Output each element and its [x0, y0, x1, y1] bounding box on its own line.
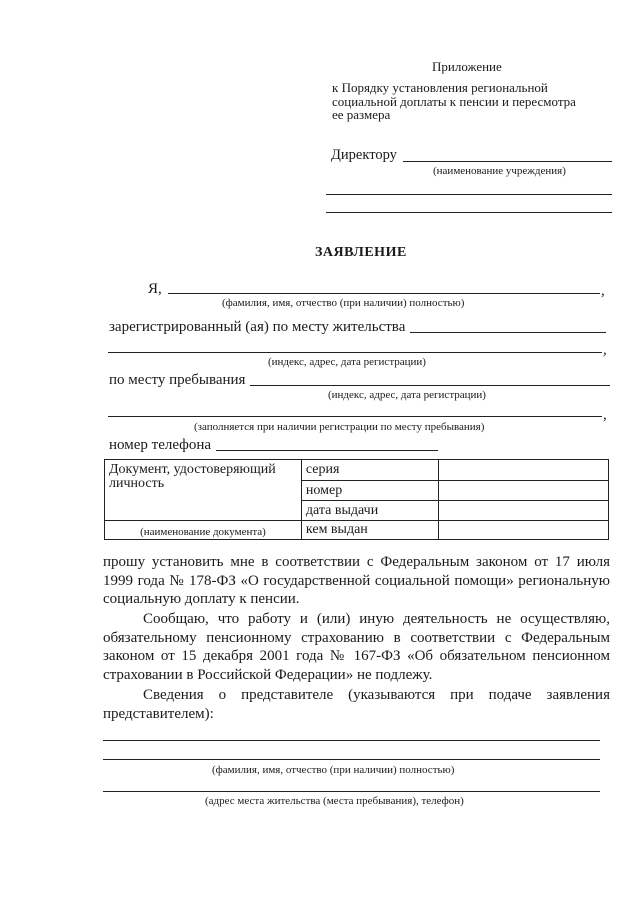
stay-label: по месту пребывания: [109, 372, 246, 388]
stay-address-field[interactable]: [250, 385, 610, 386]
document-label: Документ, удостоверяющий личность: [109, 462, 276, 491]
number-field[interactable]: [438, 481, 608, 501]
registration-address-field[interactable]: [410, 332, 606, 333]
institution-line-2[interactable]: [326, 212, 612, 213]
registered-label: зарегистрированный (ая) по месту жительства: [109, 319, 406, 335]
issued-by-field[interactable]: [438, 521, 608, 540]
reference-line-3: ее размера: [332, 107, 391, 122]
representative-fio-field[interactable]: [103, 759, 600, 760]
registration-address-line-2[interactable]: [108, 352, 602, 353]
representative-address-field[interactable]: [103, 791, 600, 792]
stay-address-line-2[interactable]: [108, 416, 602, 417]
representative-line-1[interactable]: [103, 740, 600, 741]
issued-by-label: кем выдан: [301, 521, 438, 540]
employment-statement-paragraph: Сообщаю, что работу и (или) иную деятельность не осуществляю, обязательному пенсионному страхованию в соответствии с Федеральным законом от 15 декабря 2001 года № 167-ФЗ «Об обязательном пенсионном страховании в Российской Федерации» не подлежу.: [103, 611, 610, 683]
fio-comma: ,: [601, 283, 605, 299]
reference-line-1: к Порядку установления региональной: [332, 80, 548, 95]
page-title: ЗАЯВЛЕНИЕ: [315, 245, 407, 260]
number-label: номер: [301, 481, 438, 501]
request-paragraph: прошу установить мне в соответствии с Федеральным законом от 17 июля 1999 года № 178-ФЗ «О государственной социальной помощи» региональную социальную доплату к пенсии.: [103, 554, 610, 608]
series-label: серия: [301, 460, 438, 481]
series-field[interactable]: [438, 460, 608, 481]
director-label: Директору: [331, 147, 397, 163]
stay-note: (заполняется при наличии регистрации по месту пребывания): [194, 421, 485, 433]
director-field[interactable]: [403, 161, 612, 162]
reference-line-2: социальной доплаты к пенсии и пересмотра: [332, 94, 576, 109]
stay-hint: (индекс, адрес, дата регистрации): [328, 389, 486, 401]
appendix-label: Приложение: [432, 59, 502, 74]
phone-label: номер телефона: [109, 437, 212, 453]
issue-date-field[interactable]: [438, 501, 608, 521]
registration-hint: (индекс, адрес, дата регистрации): [268, 356, 426, 368]
document-hint: (наименование документа): [105, 521, 302, 540]
document-label-cell: [105, 460, 302, 521]
representative-intro-paragraph: Сведения о представителе (указываются при подаче заявления представителем):: [103, 687, 610, 722]
representative-fio-hint: (фамилия, имя, отчество (при наличии) полностью): [212, 764, 455, 776]
identity-document-table: [104, 459, 609, 540]
fio-field[interactable]: [168, 293, 600, 294]
issue-date-label: дата выдачи: [301, 501, 438, 521]
registration-comma: ,: [603, 342, 607, 358]
institution-hint: (наименование учреждения): [433, 165, 566, 177]
institution-line-1[interactable]: [326, 194, 612, 195]
phone-field[interactable]: [216, 450, 438, 451]
fio-hint: (фамилия, имя, отчество (при наличии) полностью): [222, 297, 465, 309]
i-label: Я,: [148, 281, 162, 297]
representative-address-hint: (адрес места жительства (места пребывания), телефон): [205, 795, 464, 807]
stay-comma: ,: [603, 407, 607, 423]
